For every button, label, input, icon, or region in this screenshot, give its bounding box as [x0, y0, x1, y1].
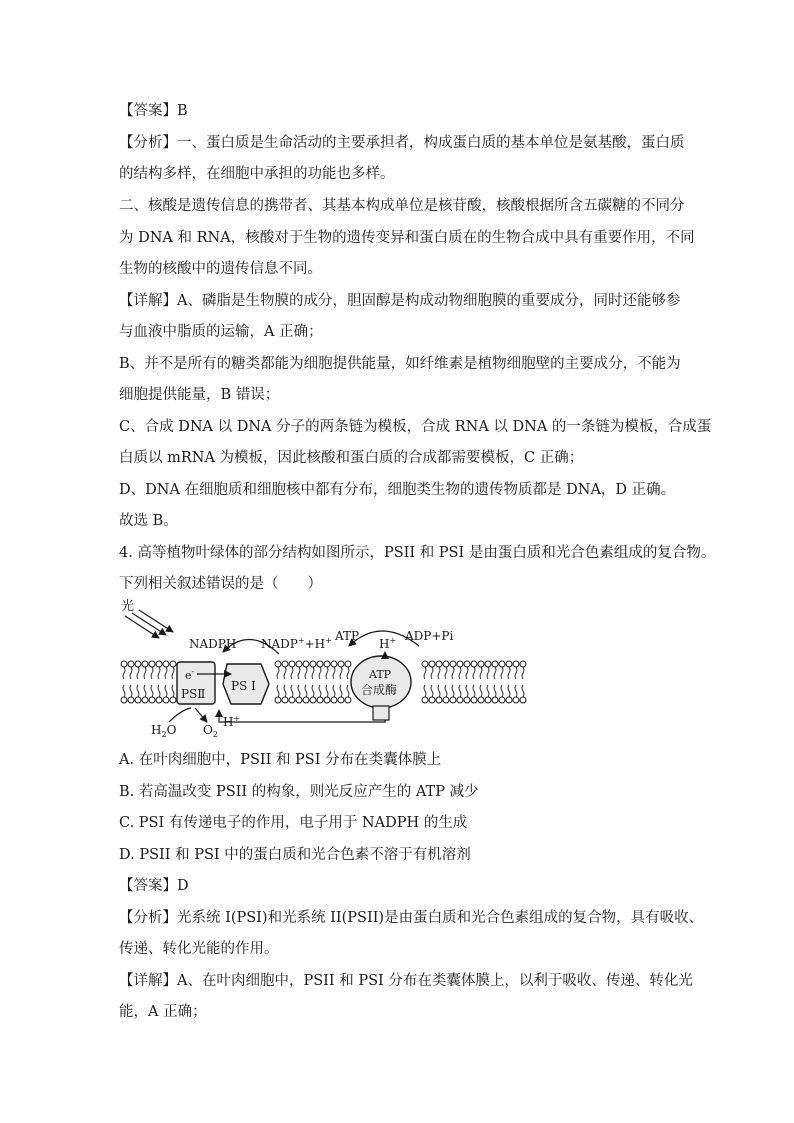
explanation-line: 【详解】A、磷脂是生物膜的成分，胆固醇是构成动物细胞膜的重要成分，同时还能够参	[119, 293, 681, 309]
atp-synthase-atp-label: ATP	[369, 668, 392, 681]
oxygen-release-arrow	[195, 708, 207, 722]
analysis-line: 传递、转化光能的作用。	[119, 941, 279, 957]
light-arrows	[125, 610, 173, 638]
analysis-line: 【分析】一、蛋白质是生命活动的主要承担者，构成蛋白质的基本单位是氨基酸，蛋白质	[119, 135, 685, 151]
adp-pi-label: ADP+Pi	[405, 629, 454, 643]
explanation-line: 与血液中脂质的运输，A 正确；	[119, 324, 323, 340]
proton-return-line	[219, 716, 385, 722]
explanation-line: 能，A 正确；	[119, 1004, 207, 1020]
answer-label: 【答案】D	[119, 878, 189, 894]
nadp-label: NADP++H+	[261, 636, 332, 651]
explanation-line: D、DNA 在细胞质和细胞核中都有分布，细胞类生物的遗传物质都是 DNA，D 正确。	[119, 482, 676, 498]
light-label: 光	[121, 599, 135, 614]
water-label: $H_2O$	[151, 723, 177, 739]
analysis-line: 的结构多样，在细胞中承担的功能也多样。	[119, 166, 395, 182]
atp-synthase-label: 合成酶	[361, 683, 398, 697]
option-c[interactable]: C. PSI 有传递电子的作用，电子用于 NADPH 的生成	[119, 815, 468, 831]
analysis-line: 二、核酸是遗传信息的携带者、其基本构成单位是核苷酸，核酸根据所含五碳糖的不同分	[119, 198, 685, 214]
atp-synthase-stalk	[373, 706, 389, 720]
psi-label: PS Ⅰ	[231, 679, 256, 693]
question-stem: 4. 高等植物叶绿体的部分结构如图所示，PSII 和 PSI 是由蛋白质和光合色素组成的复合物。	[119, 545, 716, 561]
electron-label: e-	[185, 667, 195, 682]
option-d[interactable]: D. PSII 和 PSI 中的蛋白质和光合色素不溶于有机溶剂	[119, 847, 471, 863]
atp-top-label: ATP	[335, 629, 360, 643]
atp-synthase	[351, 656, 411, 708]
explanation-line: C、合成 DNA 以 DNA 分子的两条链为模板，合成 RNA 以 DNA 的一条链为模板，合成蛋	[119, 419, 712, 435]
explanation-line: 【详解】A、在叶肉细胞中，PSII 和 PSI 分布在类囊体膜上，以利于吸收、传递、转化光	[119, 973, 693, 989]
answer-label: 【答案】B	[119, 103, 188, 119]
analysis-line: 【分析】光系统 I(PSI)和光系统 II(PSII)是由蛋白质和光合色素组成的复合物，具有吸收、	[119, 910, 704, 926]
psii-label: PSⅡ	[181, 687, 206, 701]
analysis-line: 为 DNA 和 RNA，核酸对于生物的遗传变异和蛋白质在的生物合成中具有重要作用，不同	[119, 230, 695, 246]
h-plus-top-label: H+	[379, 636, 397, 651]
explanation-line: 白质以 mRNA 为模板，因此核酸和蛋白质的合成都需要模板，C 正确；	[119, 450, 584, 466]
option-b[interactable]: B. 若高温改变 PSII 的构象，则光反应产生的 ATP 减少	[119, 784, 479, 800]
question-stem: 下列相关叙述错误的是（ ）	[119, 576, 322, 592]
conclusion-line: 故选 B。	[119, 513, 178, 529]
diagram-svg	[119, 598, 529, 740]
option-a[interactable]: A. 在叶肉细胞中，PSII 和 PSI 分布在类囊体膜上	[119, 752, 442, 768]
h-plus-bottom-label: H+	[223, 714, 241, 729]
explanation-line: 细胞提供能量，B 错误；	[119, 387, 280, 403]
water-split-arrow	[169, 708, 191, 722]
nadph-label: NADPH	[189, 637, 237, 651]
analysis-line: 生物的核酸中的遗传信息不同。	[119, 261, 322, 277]
oxygen-label: $O_2$	[203, 723, 218, 739]
explanation-line: B、并不是所有的糖类都能为细胞提供能量，如纤维素是植物细胞壁的主要成分，不能为	[119, 356, 681, 372]
thylakoid-membrane-diagram	[119, 598, 529, 740]
